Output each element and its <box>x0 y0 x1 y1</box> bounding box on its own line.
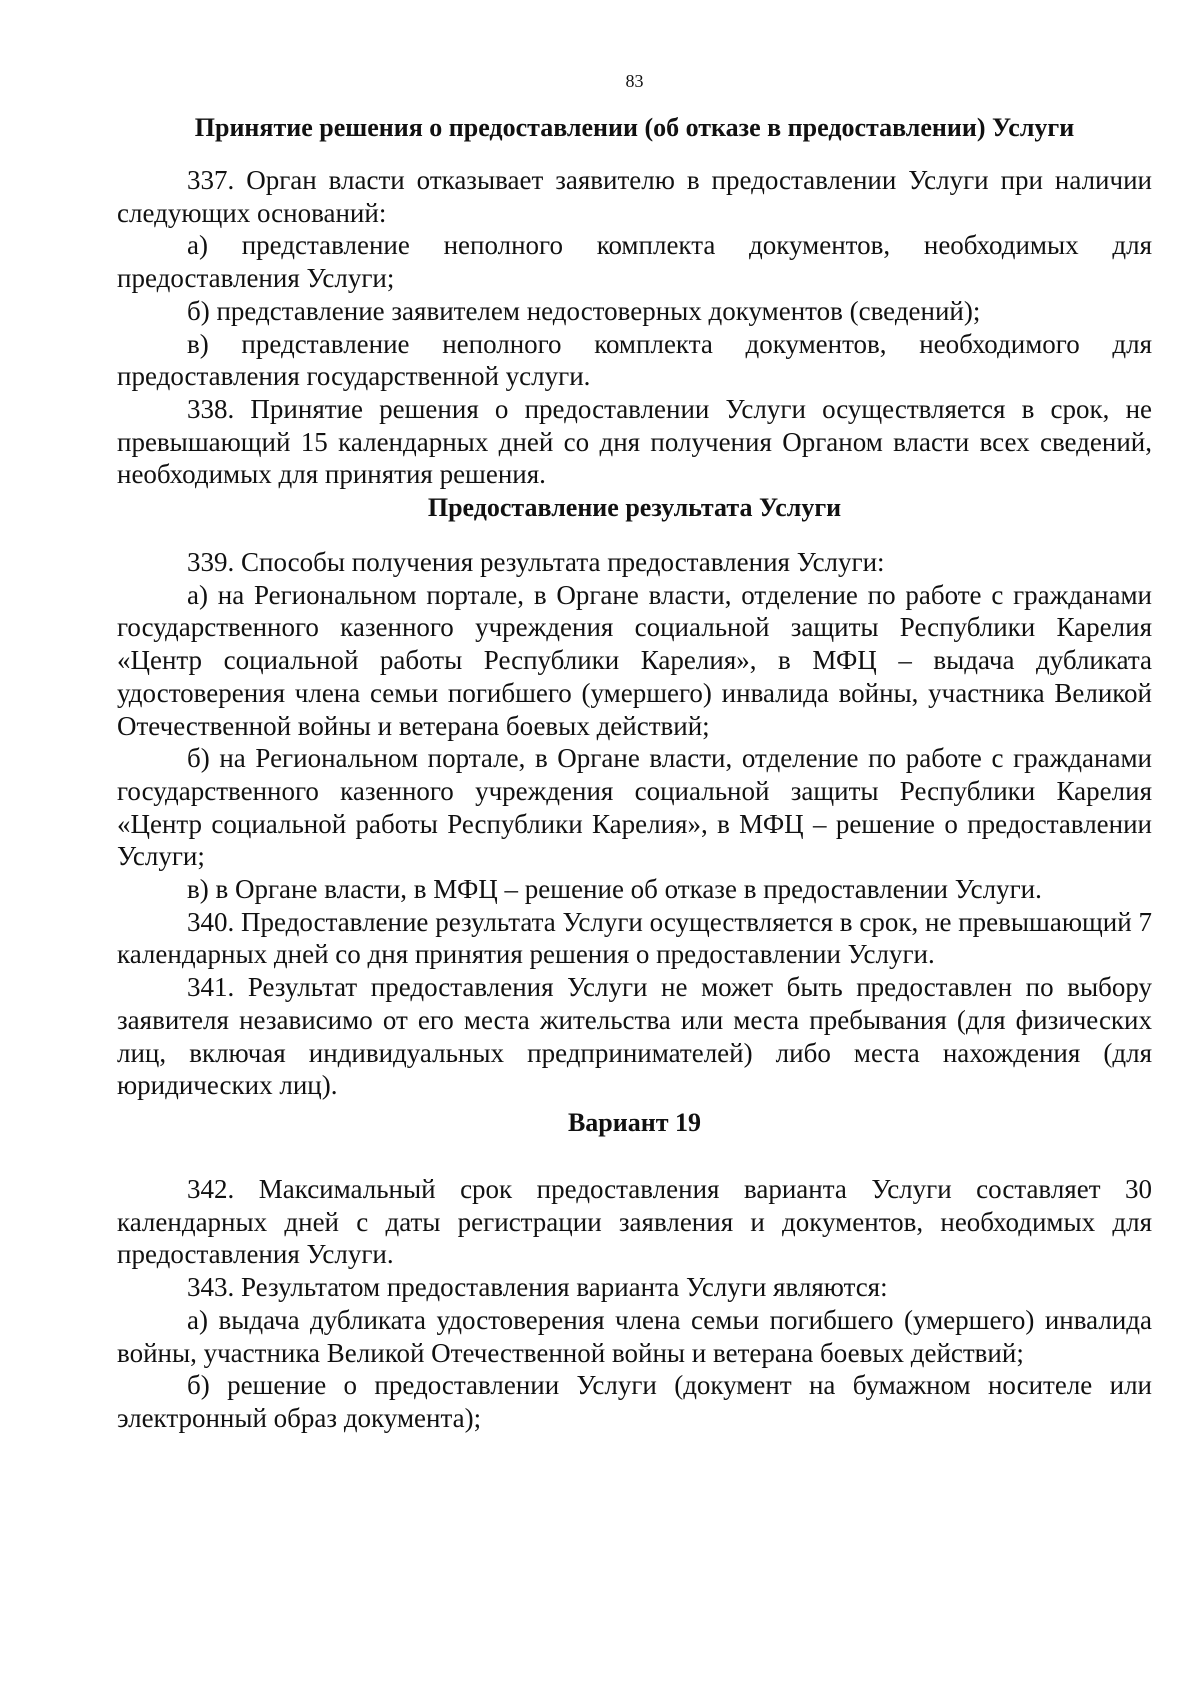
paragraph: а) представление неполного комплекта документов, необходимых для предоставления Услуги; <box>117 230 1152 294</box>
page-number: 83 <box>625 71 644 91</box>
paragraph: в) в Органе власти, в МФЦ – решение об отказе в предоставлении Услуги. <box>187 874 1042 905</box>
paragraph: 342. Максимальный срок предоставления варианта Услуги составляет 30 календарных дней с даты регистрации заявления и документов, необходимых для предоставления Услуги. <box>117 1174 1152 1270</box>
section-result-heading-block <box>117 492 1152 524</box>
section-variant-body <box>117 1173 1152 1435</box>
section-decision-heading-block <box>117 112 1152 144</box>
section-heading: Принятие решения о предоставлении (об отказе в предоставлении) Услуги <box>194 113 1075 142</box>
paragraph: б) представление заявителем недостоверных документов (сведений); <box>187 295 981 326</box>
paragraph: 343. Результатом предоставления варианта Услуги являются: <box>187 1272 888 1303</box>
paragraph: 339. Способы получения результата предоставления Услуги: <box>187 547 885 577</box>
paragraph: 338. Принятие решения о предоставлении Услуги осуществляется в срок, не превышающий 15 календарных дней со дня получения Органом власти всех сведений, необходимых для принятия решения. <box>117 393 1152 490</box>
paragraph: в) представление неполного комплекта документов, необходимого для предоставления государственной услуги. <box>117 328 1152 392</box>
paragraph: 340. Предоставление результата Услуги осуществляется в срок, не превышающий 7 календарных дней со дня принятия решения о предоставлении Услуги. <box>117 906 1152 970</box>
paragraph: 337. Орган власти отказывает заявителю в предоставлении Услуги при наличии следующих оснований: <box>117 165 1152 228</box>
section-heading: Предоставление результата Услуги <box>427 493 842 522</box>
paragraph: б) на Региональном портале, в Органе власти, отделение по работе с гражданами государственного казенного учреждения социальной защиты Республики Карелия «Центр социальной работы Республики Карелия», в МФЦ – решение о предоставлении Услуги; <box>117 743 1152 872</box>
paragraph: а) на Региональном портале, в Органе власти, отделение по работе с гражданами государственного казенного учреждения социальной защиты Республики Карелия «Центр социальной работы Республики Карелия», в МФЦ – выдача дубликата удостоверения члена семьи погибшего (умершего) инвалида войны, участника Великой Отечественной войны и ветерана боевых действий; <box>117 579 1152 741</box>
section-heading: Вариант 19 <box>567 1108 702 1137</box>
paragraph: б) решение о предоставлении Услуги (документ на бумажном носителе или электронный образ документа); <box>117 1370 1152 1433</box>
paragraph: а) выдача дубликата удостоверения члена семьи погибшего (умершего) инвалида войны, участника Великой Отечественной войны и ветерана боевых действий; <box>117 1304 1152 1368</box>
section-variant-heading-block <box>117 1107 1152 1139</box>
section-result-body <box>117 546 1152 1102</box>
section-decision-body <box>117 164 1152 491</box>
paragraph: 341. Результат предоставления Услуги не может быть предоставлен по выбору заявителя независимо от его места жительства или места пребывания (для физических лиц, включая индивидуальных предпринимателей) либо места нахождения (для юридических лиц). <box>117 972 1152 1101</box>
